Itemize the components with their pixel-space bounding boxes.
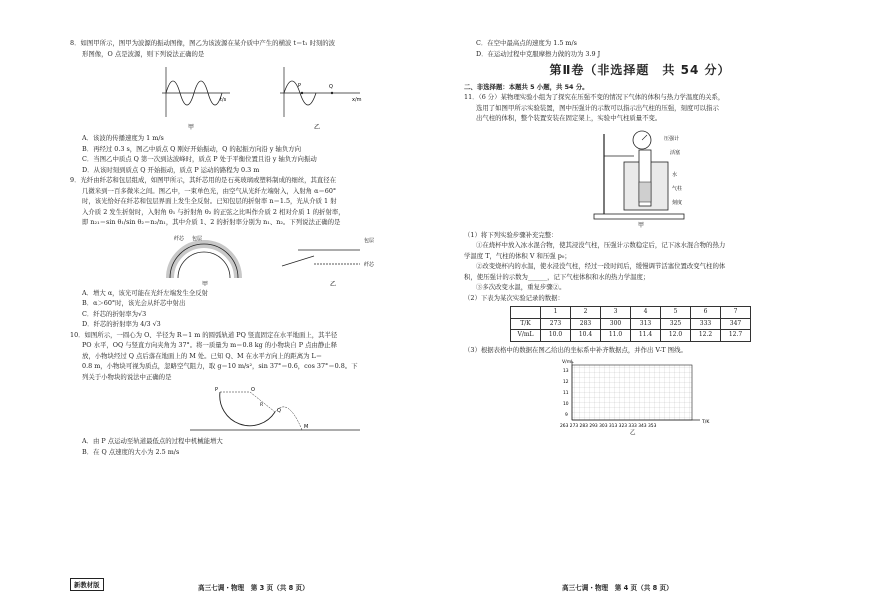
q8-wave-graphs	[70, 61, 430, 131]
q10-line-3: 放，小物块经过 Q 点后落在地面上的 M 处。已知 Q、M 在水平方向上的距离为 L＝	[82, 351, 323, 360]
left-page	[70, 38, 430, 457]
table-cell: 12.2	[691, 330, 721, 342]
q10-option-c: C．在空中最高点的速度为 1.5 m/s	[476, 39, 577, 47]
q11-xticks: 263 273 283 293 303 313 323 333 343 353	[560, 424, 657, 429]
q11-p2: ①在烧杯中放入冰水混合物，使其浸没气柱，压强计示数稳定后，记下冰水混合物的热力	[476, 241, 726, 249]
table-cell: 12.0	[661, 330, 691, 342]
table-cell: 10.4	[571, 330, 601, 342]
q9-option-b: B．α＞60°时，该光会从纤芯中射出	[82, 299, 186, 307]
table-header-cell: 5	[661, 307, 691, 319]
q11-p5: 积，使压强计的示数为______，记下气柱体积和水的热力学温度；	[464, 272, 650, 281]
q9-option-a: A．增大 α，该光可能在光纤左端发生全反射	[82, 288, 208, 297]
table-cell: 347	[721, 318, 751, 330]
q9-label-xin: 纤芯	[364, 261, 375, 268]
q10-line-1: 10．如图所示，一圆心为 O、半径为 R＝1 m 的圆弧轨道 PQ 竖直固定在水平地面上，其半径	[70, 330, 338, 339]
q9-line-2: 几微米到一百多微米之间。图乙中，一束单色光，由空气从光纤左端射入，入射角 α＝60°	[82, 186, 337, 195]
q11-ytick: 9	[565, 413, 568, 418]
q11-p6: ③多次改变水温，重复步骤②。	[476, 283, 566, 291]
q11-ytick: 13	[563, 369, 569, 374]
q9-fiber-graphs	[70, 230, 430, 286]
table-row	[511, 330, 751, 342]
q10-line-4: 0.8 m，小物块可视为质点，忽略空气阻力，取 g＝10 m/s²，sin 37°＝0.6，cos 37°＝0.8。下	[82, 362, 358, 370]
q11-graph-ylabel: V/mL	[562, 360, 574, 365]
q8-cap-b: 乙	[314, 124, 321, 131]
table-header-cell: 6	[691, 307, 721, 319]
q9-option-c: C．纤芯的折射率为√3	[82, 309, 147, 318]
q8-stem: 8．如图甲所示，图甲为波源的振动图像，图乙为该波源在某介质中产生的横波 t＝t₁ 时刻的波	[70, 39, 336, 47]
table-header-cell: 7	[721, 307, 751, 319]
footer-right: 高三七调・物理 第 4 页（共 8 页）	[562, 584, 673, 592]
q9-label-cladding: 包层	[192, 235, 203, 242]
q10-track-diagram	[70, 384, 430, 434]
q10-figure	[70, 384, 430, 434]
q11-apparatus	[464, 126, 816, 228]
svg-text:P: P	[215, 387, 219, 393]
table-cell: 10.0	[541, 330, 571, 342]
q10-option-a: A．由 P 点运动至轨道最低点的过程中机械能增大	[82, 437, 223, 445]
q9-cap-b: 乙	[330, 280, 337, 286]
table-cell: 12.7	[721, 330, 751, 342]
q9-label-core: 纤芯	[174, 235, 185, 242]
svg-text:M: M	[304, 424, 309, 430]
q11-label-gas: 气柱	[672, 185, 683, 192]
section-title: 第Ⅱ卷（非选择题 共 54 分）	[549, 63, 731, 77]
q9-line-3: 时，该光恰好在纤芯和包层界面上发生全反射。已知包层的折射率 n＝1.5，光从介质 1 射	[82, 197, 337, 205]
q11-cap-b: 乙	[630, 430, 636, 435]
section-subtitle: 二、非选择题：本题共 5 小题，共 54 分。	[464, 82, 589, 91]
q8-option-b: B．再经过 0.3 s，图乙中质点 Q 刚好开始振动，Q 的起振方向沿 y 轴负方向	[82, 144, 301, 153]
q11-p7: （2）下表为某次实验记录的数据：	[464, 293, 564, 302]
footer-left: 高三七调・物理 第 3 页（共 8 页）	[198, 584, 309, 592]
q10-option-d: D．在运动过程中克服摩擦力做的功为 3.9 J	[476, 49, 601, 58]
q8-cap-a: 甲	[188, 124, 195, 131]
table-cell: 313	[631, 318, 661, 330]
q9-cap-a: 甲	[202, 280, 209, 286]
q11-p1: （1）将下列实验步骤补充完整：	[464, 230, 558, 239]
table-row	[511, 318, 751, 330]
svg-text:x/m: x/m	[352, 97, 362, 103]
svg-text:Q: Q	[329, 84, 333, 90]
table-cell: 11.4	[631, 330, 661, 342]
q11-ytick: 12	[563, 380, 569, 385]
q10-line-5: 列关于小物块的说法中正确的是	[82, 372, 172, 381]
table-cell: 300	[601, 318, 631, 330]
table-cell: T/K	[511, 318, 541, 330]
right-page	[464, 38, 816, 437]
table-header-cell: 2	[571, 307, 601, 319]
q11-apparatus-figure	[464, 126, 816, 228]
table-cell: 273	[541, 318, 571, 330]
table-header-cell: 4	[631, 307, 661, 319]
table-header-cell: 1	[541, 307, 571, 319]
svg-text:t/s: t/s	[220, 97, 227, 103]
table-cell: 333	[691, 318, 721, 330]
svg-text:O: O	[251, 387, 255, 393]
q11-ytick: 11	[563, 391, 569, 396]
q8-option-d: D．从该时刻到质点 Q 开始振动，质点 P 运动的路程为 0.3 m	[82, 165, 260, 174]
q11-p3: 学温度 T，气柱的体积 V 和压强 p₀；	[464, 251, 571, 260]
svg-text:R: R	[260, 403, 264, 408]
q11-cap-a: 甲	[638, 221, 645, 228]
q9-line-1: 9．光纤由纤芯和包层组成，如图甲所示，其纤芯用的是石英玻璃或塑料制成的细丝，其直径在	[70, 176, 337, 184]
svg-text:Q: Q	[277, 408, 281, 414]
q11-graph-figure	[464, 357, 816, 435]
q11-line-3: 出气柱的体积，整个装置安装在固定架上，实验中气柱质量不变。	[476, 114, 662, 122]
q11-p4: ②改变烧杯内的水温，使水浸没气柱，经过一段时间后，缓慢调节活塞位置改变气柱的体	[476, 262, 726, 270]
q11-graph-xlabel: T/K	[702, 420, 710, 425]
q11-line-2: 选用了如图甲所示实验装置，图中压强计的示数可以指示出气柱的压强，刻度可以指示	[476, 103, 719, 112]
q9-figures	[70, 230, 430, 286]
edition-badge: 新教材版	[70, 578, 104, 591]
svg-text:P: P	[298, 83, 302, 89]
q9-option-d: D．纤芯的折射率为 4/3 √3	[82, 320, 161, 328]
q8-option-a: A．该波的传播速度为 1 m/s	[82, 134, 164, 142]
table-cell: 11.0	[601, 330, 631, 342]
q11-ytick: 10	[563, 402, 569, 407]
table-header-row	[511, 307, 751, 319]
q8-option-c: C．当图乙中质点 Q 第一次到达波峰时，质点 P 处于平衡位置且沿 y 轴负方向振动	[82, 155, 317, 163]
q11-label-water: 水	[672, 171, 678, 178]
table-cell: V/mL	[511, 330, 541, 342]
q11-label-scale: 刻度	[672, 199, 683, 206]
table-header-cell	[511, 307, 541, 319]
q10-option-b: B．在 Q 点速度的大小为 2.5 m/s	[82, 447, 180, 456]
table-cell: 283	[571, 318, 601, 330]
q10-line-2: PO 水平，OQ 与竖直方向夹角为 37°。将一质量为 m＝0.8 kg 的小物块自 P 点由静止释	[82, 341, 338, 349]
q11-data-table	[510, 306, 751, 342]
q11-p8: （3）根据表格中的数据在图乙给出的坐标系中补齐数据点，并作出 V-T 图线。	[464, 345, 687, 354]
q11-vt-graph	[464, 357, 816, 435]
table-header-cell: 3	[601, 307, 631, 319]
table-cell: 325	[661, 318, 691, 330]
q9-line-5: 即 n₂₁＝sin θ₁/sin θ₂＝n₂/n₁，其中介质 1、2 的折射率分别为 n₁、n₂。下列说法正确的是	[82, 218, 341, 226]
q8-stem-2: 形图像，O 点是波源，则下列说法正确的是	[82, 49, 205, 58]
q8-figures	[70, 61, 430, 131]
q9-line-4: 入介质 2 发生折射时，入射角 θ₁ 与折射角 θ₂ 的正弦之比叫作介质 2 相对介质 1 的折射率，	[82, 207, 345, 216]
q11-line-1: 11．（6 分）某物理实验小组为了探究在压强不变的情况下气体的体积与热力学温度的关系，	[464, 93, 725, 101]
q9-label-bao: 包层	[364, 237, 375, 244]
q11-label-piston: 活塞	[670, 149, 681, 156]
q11-label-gauge: 压强计	[664, 135, 680, 142]
